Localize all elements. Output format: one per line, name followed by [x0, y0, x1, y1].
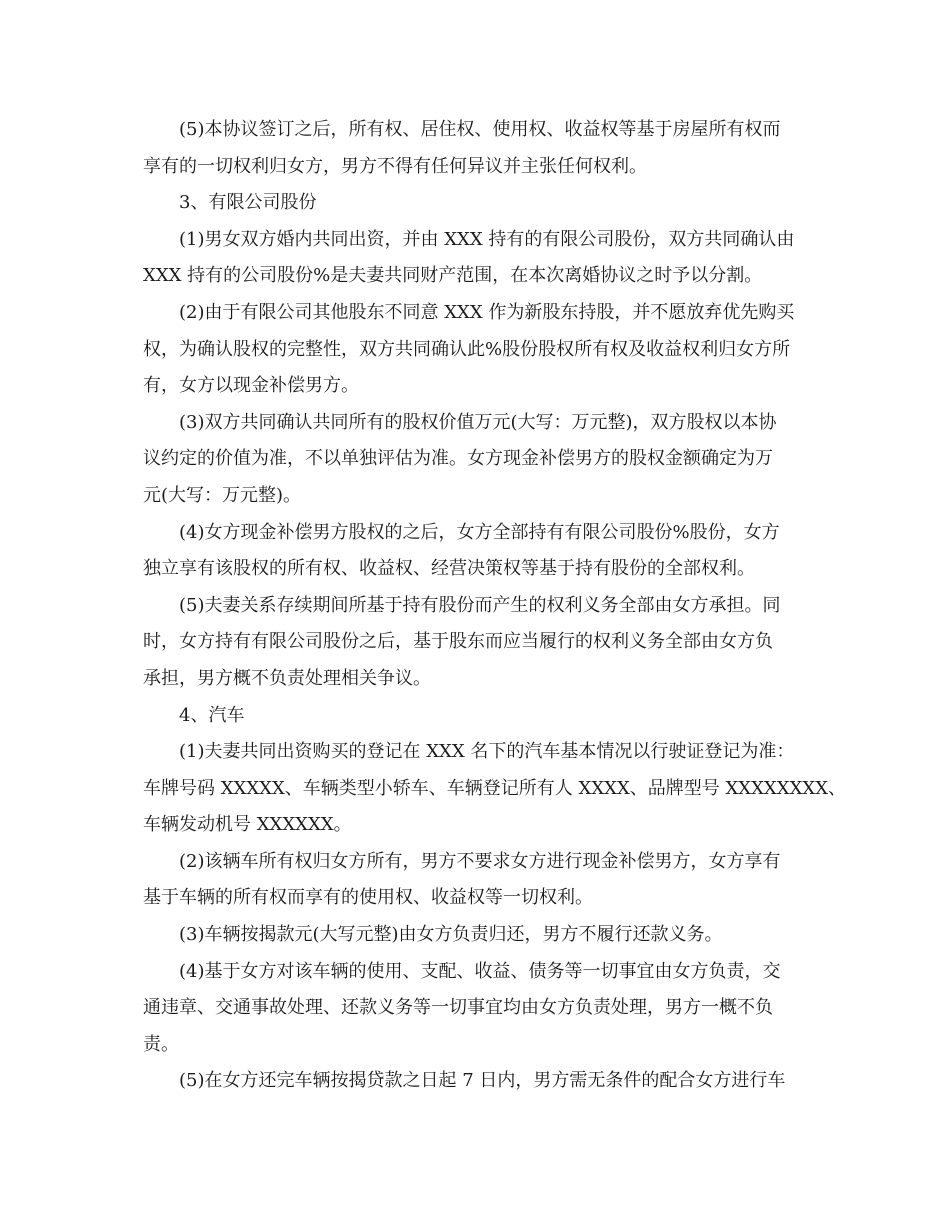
- text-line: 享有的一切权利归女方，男方不得有任何异议并主张任何权利。: [143, 155, 647, 177]
- text-line: 4、汽车: [179, 704, 245, 726]
- text-line: (5)夫妻关系存续期间所基于持有股份而产生的权利义务全部由女方承担。同: [179, 594, 781, 616]
- text-line: 议约定的价值为准，不以单独评估为准。女方现金补偿男方的股权金额确定为万: [143, 448, 773, 470]
- text-line: 权，为确认股权的完整性，双方共同确认此%股份股权所有权及收益权利归女方所: [143, 338, 791, 360]
- text-line: 时，女方持有有限公司股份之后，基于股东而应当履行的权利义务全部由女方负: [143, 631, 773, 653]
- text-line: 通违章、交通事故处理、还款义务等一切事宜均由女方负责处理，男方一概不负: [143, 997, 773, 1019]
- text-line: (5)在女方还完车辆按揭贷款之日起 7 日内，男方需无条件的配合女方进行车: [179, 1070, 786, 1092]
- text-line: 3、有限公司股份: [179, 192, 317, 214]
- document-body: [143, 112, 847, 1100]
- text-line: 元(大写：万元整)。: [143, 484, 302, 506]
- text-line: (3)车辆按揭款元(大写元整)由女方负责归还，男方不履行还款义务。: [179, 924, 723, 946]
- text-line: (1)夫妻共同出资购买的登记在 XXX 名下的汽车基本情况以行驶证登记为准：: [179, 741, 795, 763]
- text-line: (5)本协议签订之后，所有权、居住权、使用权、收益权等基于房屋所有权而: [179, 119, 781, 140]
- text-line: (2)由于有限公司其他股东不同意 XXX 作为新股东持股，并不愿放弃优先购买: [179, 301, 795, 323]
- text-line: (2)该辆车所有权归女方所有，男方不要求女方进行现金补偿男方，女方享有: [179, 850, 781, 872]
- text-line: (1)男女双方婚内共同出资，并由 XXX 持有的有限公司股份，双方共同确认由: [179, 228, 795, 250]
- text-line: (3)双方共同确认共同所有的股权价值万元(大写：万元整)，双方股权以本协: [179, 411, 777, 433]
- text-line: XXX 持有的公司股份%是夫妻共同财产范围，在本次离婚协议之时予以分割。: [143, 265, 763, 287]
- text-line: 责。: [143, 1033, 179, 1055]
- text-line: 有，女方以现金补偿男方。: [143, 375, 359, 397]
- text-line: 独立享有该股权的所有权、收益权、经营决策权等基于持有股份的全部权利。: [143, 558, 755, 580]
- text-line: (4)女方现金补偿男方股权的之后，女方全部持有有限公司股份%股份，女方: [179, 521, 780, 543]
- text-line: 车牌号码 XXXXX、车辆类型小轿车、车辆登记所有人 XXXX、品牌型号 XXXXXXXX、: [143, 777, 847, 799]
- text-line: 基于车辆的所有权而享有的使用权、收益权等一切权利。: [143, 887, 593, 909]
- text-line: 车辆发动机号 XXXXXX。: [143, 814, 352, 836]
- text-line: (4)基于女方对该车辆的使用、支配、收益、债务等一切事宜由女方负责，交: [179, 960, 781, 982]
- text-line: 承担，男方概不负责处理相关争议。: [143, 667, 431, 689]
